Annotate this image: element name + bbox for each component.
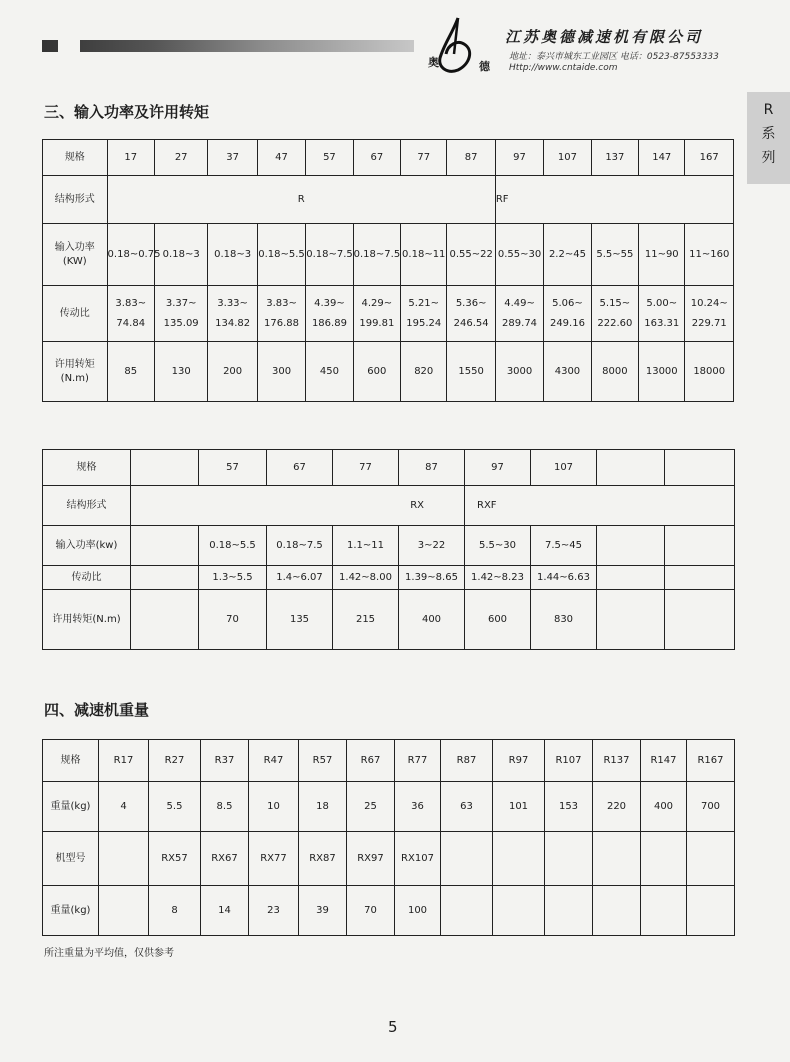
power-cell: 3~22 bbox=[399, 526, 465, 566]
torque-cell: 8000 bbox=[591, 342, 638, 402]
model-cell: RX87 bbox=[299, 832, 347, 886]
section-4-title: 四、减速机重量 bbox=[44, 701, 150, 719]
model-cell: RX67 bbox=[201, 832, 249, 886]
spec-cell: 107 bbox=[544, 140, 591, 176]
empty-cell bbox=[687, 832, 735, 886]
weight-cell: 10 bbox=[249, 782, 299, 832]
ratio-high: 176.88 bbox=[264, 317, 300, 329]
row-label-power: 输入功率(KW) bbox=[43, 224, 108, 286]
torque-cell: 820 bbox=[401, 342, 447, 402]
ratio-cell bbox=[401, 286, 447, 342]
torque-cell: 830 bbox=[531, 590, 597, 650]
empty-cell bbox=[665, 526, 735, 566]
table-row bbox=[43, 140, 734, 176]
spec-cell: R77 bbox=[395, 740, 441, 782]
row-label-structure: 结构形式 bbox=[43, 176, 108, 224]
weight-cell: 153 bbox=[545, 782, 593, 832]
power-cell: 5.5~30 bbox=[465, 526, 531, 566]
row-label-ratio: 传动比 bbox=[43, 566, 131, 590]
ratio-low: 3.83~ bbox=[266, 297, 297, 309]
torque-cell: 215 bbox=[333, 590, 399, 650]
structure-r: R bbox=[107, 176, 495, 224]
table-row bbox=[43, 566, 735, 590]
ratio-cell: 1.3~5.5 bbox=[199, 566, 267, 590]
weight-cell: 700 bbox=[687, 782, 735, 832]
ratio-low: 3.83~ bbox=[115, 297, 147, 309]
torque-cell: 18000 bbox=[685, 342, 734, 402]
empty-cell bbox=[493, 832, 545, 886]
ratio-high: 163.31 bbox=[644, 317, 680, 329]
empty-cell bbox=[597, 566, 665, 590]
table-row bbox=[43, 286, 734, 342]
weight-cell: 400 bbox=[641, 782, 687, 832]
table-row bbox=[43, 224, 734, 286]
empty-cell bbox=[99, 832, 149, 886]
ratio-cell bbox=[591, 286, 638, 342]
empty-cell bbox=[665, 566, 735, 590]
table-row bbox=[43, 486, 735, 526]
torque-cell: 13000 bbox=[639, 342, 685, 402]
weight-cell: 220 bbox=[593, 782, 641, 832]
ratio-high: 186.89 bbox=[311, 317, 347, 329]
ratio-cell: 1.44~6.63 bbox=[531, 566, 597, 590]
empty-cell bbox=[545, 832, 593, 886]
empty-cell bbox=[593, 832, 641, 886]
power-cell: 1.1~11 bbox=[333, 526, 399, 566]
table-row bbox=[43, 342, 734, 402]
spec-cell: R47 bbox=[249, 740, 299, 782]
spec-cell: R107 bbox=[545, 740, 593, 782]
ratio-high: 199.81 bbox=[359, 317, 395, 329]
torque-cell: 4300 bbox=[544, 342, 591, 402]
power-cell: 0.18~7.5 bbox=[267, 526, 333, 566]
spec-cell: R27 bbox=[149, 740, 201, 782]
model-weight-cell: 14 bbox=[201, 886, 249, 936]
torque-cell: 200 bbox=[208, 342, 257, 402]
model-weight-cell: 100 bbox=[395, 886, 441, 936]
torque-cell: 130 bbox=[154, 342, 207, 402]
ratio-cell bbox=[353, 286, 400, 342]
company-address: 地址：泰兴市城东工业园区 电话：0523-87553333 bbox=[509, 52, 719, 62]
row-label-torque: 许用转矩(N.m) bbox=[43, 590, 131, 650]
power-cell: 0.18~5.5 bbox=[199, 526, 267, 566]
row-label-power: 输入功率(kw) bbox=[43, 526, 131, 566]
header-decor-gap bbox=[58, 38, 80, 54]
torque-cell: 1550 bbox=[447, 342, 495, 402]
ratio-cell bbox=[257, 286, 305, 342]
ratio-low: 4.39~ bbox=[314, 297, 345, 309]
model-cell: RX57 bbox=[149, 832, 201, 886]
section-3-title: 三、输入功率及许用转矩 bbox=[44, 103, 210, 121]
ratio-cell bbox=[107, 286, 154, 342]
ratio-low: 5.36~ bbox=[455, 297, 487, 309]
company-name: 江苏奥德减速机有限公司 bbox=[505, 28, 704, 46]
row-label-model: 机型号 bbox=[43, 832, 99, 886]
empty-cell bbox=[545, 886, 593, 936]
power-cell: 0.55~30 bbox=[495, 224, 543, 286]
ratio-low: 5.15~ bbox=[599, 297, 631, 309]
empty-cell bbox=[665, 590, 735, 650]
torque-cell: 600 bbox=[465, 590, 531, 650]
model-cell: RX77 bbox=[249, 832, 299, 886]
weight-note: 所注重量为平均值，仅供参考 bbox=[44, 948, 174, 959]
empty-cell bbox=[641, 832, 687, 886]
torque-cell: 85 bbox=[107, 342, 154, 402]
power-cell: 0.18~7.5 bbox=[306, 224, 353, 286]
spec-cell: 167 bbox=[685, 140, 734, 176]
ratio-cell bbox=[639, 286, 685, 342]
row-label-ratio: 传动比 bbox=[43, 286, 108, 342]
power-torque-table-rx bbox=[42, 449, 735, 650]
company-website: Http://www.cntaide.com bbox=[509, 63, 618, 73]
spec-cell: 67 bbox=[353, 140, 400, 176]
spec-cell: R37 bbox=[201, 740, 249, 782]
side-tab-char: 列 bbox=[761, 150, 776, 166]
ratio-low: 10.24~ bbox=[690, 297, 728, 309]
side-tab-char: R bbox=[763, 102, 774, 118]
table-row bbox=[43, 782, 735, 832]
spec-cell: 87 bbox=[447, 140, 495, 176]
weight-cell: 18 bbox=[299, 782, 347, 832]
empty-cell bbox=[597, 450, 665, 486]
ratio-cell bbox=[306, 286, 353, 342]
spec-cell: 87 bbox=[399, 450, 465, 486]
spec-cell: 37 bbox=[208, 140, 257, 176]
row-label-spec: 规格 bbox=[43, 140, 108, 176]
spec-cell: 77 bbox=[401, 140, 447, 176]
logo-char-de: 德 bbox=[479, 60, 490, 73]
power-cell: 11~160 bbox=[685, 224, 734, 286]
ratio-high: 135.09 bbox=[163, 317, 199, 329]
spec-cell: R67 bbox=[347, 740, 395, 782]
model-weight-cell: 70 bbox=[347, 886, 395, 936]
spec-cell: R17 bbox=[99, 740, 149, 782]
structure-rf: RF bbox=[495, 176, 733, 224]
logo-char-ao: 奥 bbox=[428, 56, 439, 69]
empty-cell bbox=[641, 886, 687, 936]
header-decor-bar bbox=[42, 40, 414, 52]
row-label-weight2: 重量(kg) bbox=[43, 886, 99, 936]
table-row bbox=[43, 590, 735, 650]
empty-cell bbox=[131, 590, 199, 650]
empty-cell bbox=[131, 566, 199, 590]
spec-cell: R57 bbox=[299, 740, 347, 782]
spec-cell: R97 bbox=[493, 740, 545, 782]
model-weight-cell: 39 bbox=[299, 886, 347, 936]
spec-cell: 77 bbox=[333, 450, 399, 486]
ratio-cell bbox=[685, 286, 734, 342]
empty-cell bbox=[493, 886, 545, 936]
ratio-low: 3.33~ bbox=[217, 297, 248, 309]
empty-cell bbox=[593, 886, 641, 936]
power-cell: 0.18~3 bbox=[208, 224, 257, 286]
spec-cell: R147 bbox=[641, 740, 687, 782]
torque-cell: 300 bbox=[257, 342, 305, 402]
power-cell: 0.18~3 bbox=[154, 224, 207, 286]
ratio-low: 3.37~ bbox=[165, 297, 197, 309]
power-cell: 2.2~45 bbox=[544, 224, 591, 286]
ratio-cell bbox=[447, 286, 495, 342]
row-label-spec: 规格 bbox=[43, 740, 99, 782]
row-label-structure: 结构形式 bbox=[43, 486, 131, 526]
ratio-low: 4.49~ bbox=[504, 297, 535, 309]
torque-cell: 70 bbox=[199, 590, 267, 650]
ratio-high: 289.74 bbox=[502, 317, 538, 329]
ratio-high: 134.82 bbox=[215, 317, 251, 329]
weight-cell: 4 bbox=[99, 782, 149, 832]
series-side-tab bbox=[747, 92, 790, 184]
model-cell: RX107 bbox=[395, 832, 441, 886]
ratio-cell: 1.4~6.07 bbox=[267, 566, 333, 590]
table-row bbox=[43, 832, 735, 886]
structure-rx: RX bbox=[131, 486, 465, 526]
model-weight-cell: 23 bbox=[249, 886, 299, 936]
table-row bbox=[43, 526, 735, 566]
torque-cell: 3000 bbox=[495, 342, 543, 402]
spec-cell: 107 bbox=[531, 450, 597, 486]
ratio-low: 4.29~ bbox=[361, 297, 393, 309]
power-cell: 0.18~5.5 bbox=[257, 224, 305, 286]
ratio-high: 74.84 bbox=[116, 317, 146, 329]
ratio-high: 249.16 bbox=[549, 317, 585, 329]
ratio-cell: 1.39~8.65 bbox=[399, 566, 465, 590]
torque-cell: 135 bbox=[267, 590, 333, 650]
torque-cell: 400 bbox=[399, 590, 465, 650]
weight-cell: 25 bbox=[347, 782, 395, 832]
model-weight-cell: 8 bbox=[149, 886, 201, 936]
weight-cell: 8.5 bbox=[201, 782, 249, 832]
ratio-cell bbox=[208, 286, 257, 342]
empty-cell bbox=[597, 526, 665, 566]
spec-cell: 147 bbox=[639, 140, 685, 176]
power-cell: 7.5~45 bbox=[531, 526, 597, 566]
ratio-cell: 1.42~8.23 bbox=[465, 566, 531, 590]
row-label-spec: 规格 bbox=[43, 450, 131, 486]
structure-rxf: RXF bbox=[465, 486, 735, 526]
ratio-high: 222.60 bbox=[597, 317, 633, 329]
spec-cell: 97 bbox=[465, 450, 531, 486]
spec-cell: 57 bbox=[199, 450, 267, 486]
spec-cell: 67 bbox=[267, 450, 333, 486]
spec-cell: R167 bbox=[687, 740, 735, 782]
weight-cell: 36 bbox=[395, 782, 441, 832]
ratio-high: 229.71 bbox=[691, 317, 727, 329]
ratio-low: 5.21~ bbox=[408, 297, 440, 309]
side-tab-char: 系 bbox=[761, 126, 776, 142]
row-label-weight: 重量(kg) bbox=[43, 782, 99, 832]
empty-cell bbox=[441, 886, 493, 936]
torque-cell: 600 bbox=[353, 342, 400, 402]
ratio-cell bbox=[495, 286, 543, 342]
spec-cell: 17 bbox=[107, 140, 154, 176]
page-number: 5 bbox=[388, 1018, 398, 1036]
spec-cell: 27 bbox=[154, 140, 207, 176]
row-label-torque: 许用转矩(N.m) bbox=[43, 342, 108, 402]
ratio-cell bbox=[154, 286, 207, 342]
power-cell: 0.18~0.75 bbox=[107, 224, 154, 286]
empty-cell bbox=[99, 886, 149, 936]
power-torque-table-r bbox=[42, 139, 734, 402]
ratio-cell bbox=[544, 286, 591, 342]
table-row bbox=[43, 450, 735, 486]
weight-cell: 63 bbox=[441, 782, 493, 832]
spec-cell: 47 bbox=[257, 140, 305, 176]
power-cell: 0.55~22 bbox=[447, 224, 495, 286]
table-row bbox=[43, 886, 735, 936]
torque-cell: 450 bbox=[306, 342, 353, 402]
spec-cell: R87 bbox=[441, 740, 493, 782]
power-cell: 0.18~7.5 bbox=[353, 224, 400, 286]
weight-cell: 5.5 bbox=[149, 782, 201, 832]
ratio-high: 246.54 bbox=[453, 317, 489, 329]
ratio-high: 195.24 bbox=[406, 317, 442, 329]
spec-cell: 137 bbox=[591, 140, 638, 176]
empty-cell bbox=[131, 450, 199, 486]
empty-cell bbox=[441, 832, 493, 886]
power-cell: 11~90 bbox=[639, 224, 685, 286]
model-cell: RX97 bbox=[347, 832, 395, 886]
spec-cell: 97 bbox=[495, 140, 543, 176]
ratio-low: 5.06~ bbox=[552, 297, 583, 309]
empty-cell bbox=[131, 526, 199, 566]
spec-cell: R137 bbox=[593, 740, 641, 782]
ratio-cell: 1.42~8.00 bbox=[333, 566, 399, 590]
power-cell: 5.5~55 bbox=[591, 224, 638, 286]
empty-cell bbox=[665, 450, 735, 486]
weight-table bbox=[42, 739, 735, 936]
empty-cell bbox=[597, 590, 665, 650]
table-row bbox=[43, 176, 734, 224]
ratio-low: 5.00~ bbox=[646, 297, 678, 309]
table-row bbox=[43, 740, 735, 782]
spec-cell: 57 bbox=[306, 140, 353, 176]
weight-cell: 101 bbox=[493, 782, 545, 832]
power-cell: 0.18~11 bbox=[401, 224, 447, 286]
empty-cell bbox=[687, 886, 735, 936]
